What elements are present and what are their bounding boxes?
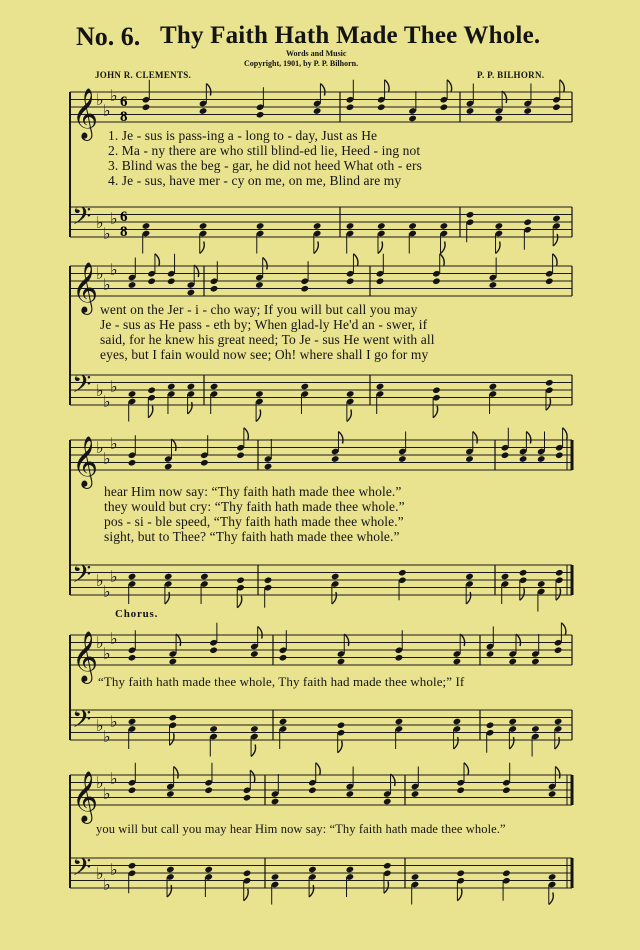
note-head: [545, 277, 554, 285]
flat-icon: ♭: [110, 436, 118, 453]
composer-name: P. P. BILHORN.: [477, 70, 545, 80]
note-head: [486, 721, 495, 729]
note-head: [142, 222, 151, 230]
note-head: [255, 281, 264, 289]
note-head: [236, 576, 245, 584]
credit-line-1: Words and Music: [286, 49, 347, 58]
note-head: [166, 790, 175, 798]
note-head: [204, 866, 213, 874]
note-head: [147, 277, 156, 285]
note-head: [264, 463, 273, 471]
note-head: [187, 289, 196, 297]
note-head: [554, 646, 563, 654]
note-head: [531, 725, 540, 733]
bass-staff: [70, 370, 572, 422]
note-head: [346, 390, 355, 398]
note-head: [489, 281, 498, 289]
note-head: [128, 862, 137, 870]
note-head: [395, 718, 404, 726]
note-head: [313, 107, 322, 115]
note-head: [346, 790, 355, 798]
lyric-verse-3-system-1: 3. Blind was the beg - gar, he did not heed What oth - ers: [108, 158, 422, 173]
treble-staff: [70, 428, 572, 489]
note-head: [337, 721, 346, 729]
note-head: [508, 718, 517, 726]
chorus-label: Chorus.: [115, 608, 159, 620]
note-head: [164, 463, 173, 471]
note-head: [256, 111, 265, 119]
flat-icon: ♭: [103, 646, 111, 663]
note-head: [243, 794, 252, 802]
lyric-verse-2-system-3: they would but cry: “Thy faith hath made thee whole.”: [104, 499, 405, 514]
note-head: [236, 451, 245, 459]
note-head: [465, 573, 474, 581]
flat-icon: ♭: [96, 215, 104, 232]
lyricist-name: JOHN R. CLEMENTS.: [95, 70, 192, 80]
lyric-verse-2-system-1: 2. Ma - ny there are who still blind-ed lie, Heed - ing not: [108, 143, 421, 158]
time-signature-bottom: 8: [120, 224, 128, 240]
note-head: [502, 786, 511, 794]
flat-icon: ♭: [96, 266, 104, 283]
note-head: [548, 873, 557, 881]
note-head: [555, 451, 564, 459]
note-head: [167, 277, 176, 285]
flat-icon: ♭: [96, 635, 104, 652]
note-head: [552, 215, 561, 223]
flat-icon: ♭: [103, 103, 111, 120]
note-head: [128, 281, 137, 289]
flat-icon: ♭: [96, 573, 104, 590]
note-head: [523, 218, 532, 226]
note-head: [164, 573, 173, 581]
flat-icon: ♭: [110, 631, 118, 648]
note-head: [502, 869, 511, 877]
note-head: [331, 455, 340, 463]
flat-icon: ♭: [110, 262, 118, 279]
flat-icon: ♭: [96, 383, 104, 400]
note-head: [376, 383, 385, 391]
flat-icon: ♭: [110, 771, 118, 788]
note-head: [256, 222, 265, 230]
flat-icon: ♭: [110, 714, 118, 731]
note-head: [271, 798, 280, 806]
note-head: [552, 103, 561, 111]
note-head: [519, 569, 528, 577]
note-head: [440, 103, 449, 111]
bass-clef-icon: 𝄢: [72, 202, 92, 237]
note-head: [167, 383, 176, 391]
time-signature-top: 6: [120, 94, 128, 110]
treble-clef-icon: 𝄞: [72, 262, 99, 313]
note-head: [128, 718, 137, 726]
flat-icon: ♭: [103, 451, 111, 468]
note-head: [209, 646, 218, 654]
flat-icon: ♭: [103, 226, 111, 243]
flat-icon: ♭: [96, 718, 104, 735]
note-head: [168, 714, 177, 722]
flat-icon: ♭: [96, 775, 104, 792]
time-signature-bottom: 8: [120, 109, 128, 125]
note-head: [495, 222, 504, 230]
note-head: [255, 390, 264, 398]
note-head: [383, 798, 392, 806]
note-head: [408, 222, 417, 230]
flat-icon: ♭: [110, 862, 118, 879]
note-head: [466, 211, 475, 219]
note-head: [300, 285, 309, 293]
flat-icon: ♭: [110, 379, 118, 396]
note-head: [376, 277, 385, 285]
note-head: [128, 390, 137, 398]
note-head: [465, 455, 474, 463]
note-head: [199, 222, 208, 230]
treble-clef-icon: 𝄞: [72, 436, 99, 487]
note-head: [555, 569, 564, 577]
note-head: [200, 573, 209, 581]
treble-clef-icon: 𝄞: [72, 88, 99, 139]
flat-icon: ♭: [103, 786, 111, 803]
flat-icon: ♭: [110, 569, 118, 586]
note-head: [383, 862, 392, 870]
note-head: [519, 455, 528, 463]
time-signature-top: 6: [120, 209, 128, 225]
note-head: [486, 650, 495, 658]
lyric-verse-4-system-3: sight, but to Thee? “Thy faith hath made thee whole.”: [104, 529, 400, 544]
note-head: [377, 103, 386, 111]
note-head: [300, 383, 309, 391]
note-head: [308, 866, 317, 874]
note-head: [411, 873, 420, 881]
treble-staff: [70, 763, 572, 824]
note-head: [501, 573, 510, 581]
flat-icon: ♭: [103, 394, 111, 411]
note-head: [432, 277, 441, 285]
flat-icon: ♭: [103, 729, 111, 746]
note-head: [308, 786, 317, 794]
note-head: [398, 569, 407, 577]
note-head: [187, 383, 196, 391]
bass-clef-icon: 𝄢: [72, 370, 92, 405]
lyric-verse-1-system-3: hear Him now say: “Thy faith hath made thee whole.”: [104, 484, 402, 499]
note-head: [523, 107, 532, 115]
note-head: [250, 650, 259, 658]
bass-staff: [70, 202, 572, 254]
note-head: [128, 654, 137, 662]
lyric-verse-4-system-2: eyes, but I fain would now see; Oh! where shall I go for my: [100, 347, 429, 362]
copyright-line: Copyright, 1901, by P. P. Bilhorn.: [244, 59, 359, 68]
treble-clef-icon: 𝄞: [72, 771, 99, 822]
note-head: [432, 386, 441, 394]
note-head: [456, 786, 465, 794]
lyric-chorus-2: you will but call you may hear Him now say: “Thy faith hath made thee whole.”: [96, 822, 506, 836]
note-head: [168, 658, 177, 666]
flat-icon: ♭: [96, 92, 104, 109]
note-head: [531, 658, 540, 666]
note-head: [537, 580, 546, 588]
note-head: [346, 277, 355, 285]
treble-clef-icon: 𝄞: [72, 631, 99, 682]
note-head: [337, 658, 346, 666]
note-head: [411, 790, 420, 798]
hymn-title: Thy Faith Hath Made Thee Whole.: [160, 22, 541, 49]
note-head: [200, 459, 209, 467]
note-head: [142, 103, 151, 111]
lyric-verse-2-system-2: Je - sus as He pass - eth by; When glad-ly He'd an - swer, if: [100, 317, 428, 332]
note-head: [264, 576, 273, 584]
bass-clef-icon: 𝄢: [72, 560, 92, 595]
flat-icon: ♭: [103, 877, 111, 894]
note-head: [408, 115, 417, 123]
note-head: [453, 658, 462, 666]
note-head: [346, 103, 355, 111]
flat-icon: ♭: [103, 584, 111, 601]
note-head: [243, 869, 252, 877]
note-head: [166, 866, 175, 874]
note-head: [548, 790, 557, 798]
note-head: [545, 379, 554, 387]
lyric-verse-4-system-1: 4. Je - sus, have mer - cy on me, on me, Blind are my: [108, 173, 402, 188]
note-head: [554, 718, 563, 726]
note-head: [346, 866, 355, 874]
flat-icon: ♭: [96, 866, 104, 883]
note-head: [279, 654, 288, 662]
note-head: [147, 386, 156, 394]
lyric-verse-1-system-1: 1. Je - sus is pass-ing a - long to - day, Just as He: [108, 128, 378, 143]
lyric-verse-1-system-2: went on the Jer - i - cho way; If you will but call you may: [100, 302, 418, 317]
note-head: [489, 383, 498, 391]
bass-staff: [70, 705, 572, 757]
lyric-verse-3-system-2: said, for he knew his great need; To Je - sus He went with all: [100, 332, 435, 347]
note-head: [271, 873, 280, 881]
note-head: [440, 222, 449, 230]
flat-icon: ♭: [103, 277, 111, 294]
note-head: [466, 107, 475, 115]
note-head: [210, 285, 219, 293]
note-head: [456, 869, 465, 877]
note-head: [128, 573, 137, 581]
note-head: [209, 725, 218, 733]
note-head: [331, 573, 340, 581]
flat-icon: ♭: [110, 88, 118, 105]
note-head: [210, 383, 219, 391]
note-head: [279, 718, 288, 726]
bass-clef-icon: 𝄢: [72, 705, 92, 740]
note-head: [128, 786, 137, 794]
note-head: [508, 658, 517, 666]
note-head: [453, 718, 462, 726]
bass-clef-icon: 𝄢: [72, 853, 92, 888]
note-head: [199, 107, 208, 115]
note-head: [346, 222, 355, 230]
note-head: [313, 222, 322, 230]
note-head: [501, 451, 510, 459]
flat-icon: ♭: [96, 440, 104, 457]
note-head: [250, 725, 259, 733]
note-head: [377, 222, 386, 230]
lyric-chorus-1: “Thy faith hath made thee whole, Thy faith had made thee whole;” If: [98, 674, 465, 689]
bass-staff: [70, 853, 572, 905]
flat-icon: ♭: [110, 211, 118, 228]
note-head: [395, 654, 404, 662]
note-head: [537, 455, 546, 463]
note-head: [495, 115, 504, 123]
hymn-number: No. 6.: [76, 22, 141, 51]
note-head: [204, 786, 213, 794]
bass-staff: [70, 560, 572, 612]
lyric-verse-3-system-3: pos - si - ble speed, “Thy faith hath made thee whole.”: [104, 514, 404, 529]
note-head: [128, 459, 137, 467]
note-head: [398, 455, 407, 463]
